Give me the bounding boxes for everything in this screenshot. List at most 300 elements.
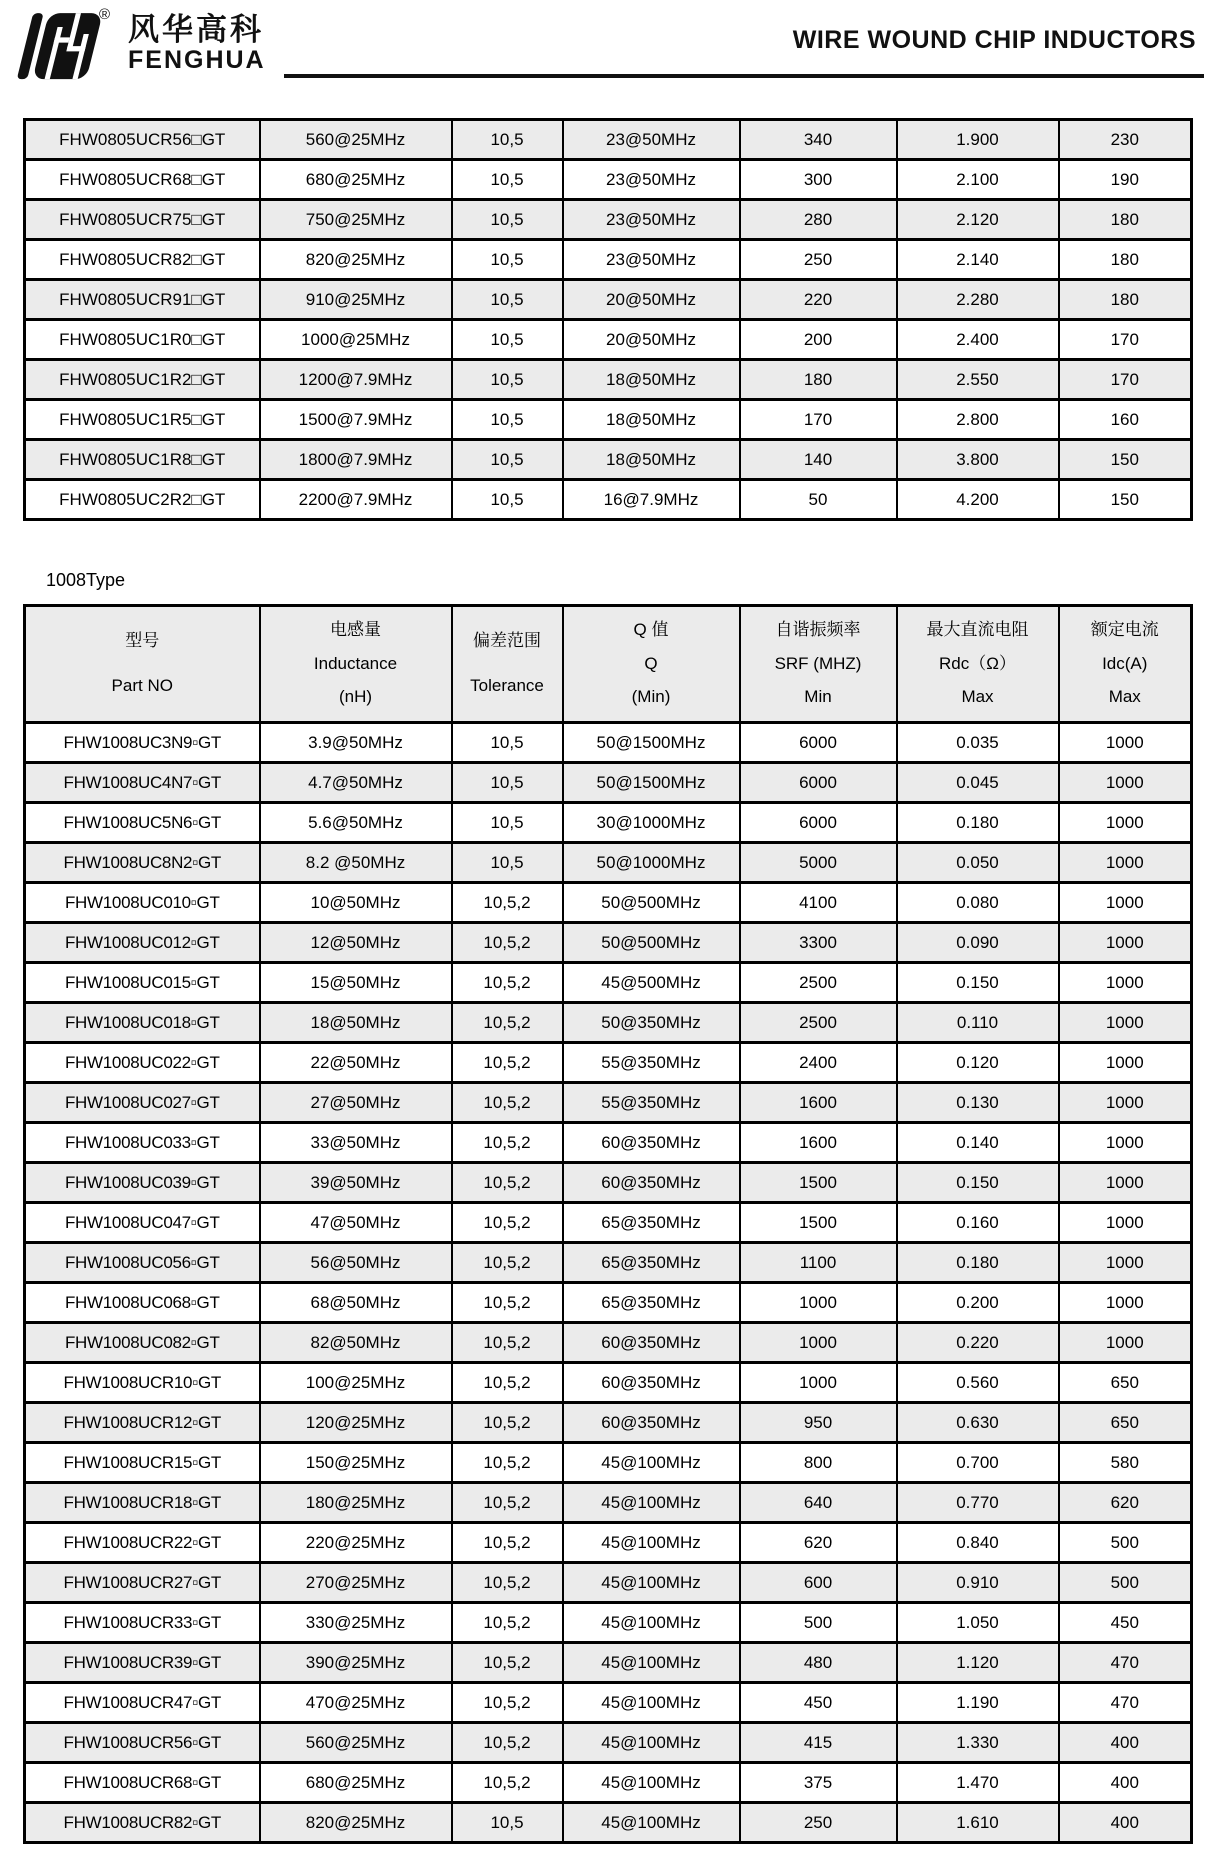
rdc-cell: 2.280 — [897, 280, 1059, 320]
inductance-cell: 820@25MHz — [260, 240, 452, 280]
rdc-cell: 0.045 — [897, 763, 1059, 803]
inductance-cell: 27@50MHz — [260, 1083, 452, 1123]
part-no-cell: FHW1008UC012▫GT — [25, 923, 260, 963]
table-row — [25, 1203, 1192, 1243]
header-line: Max — [961, 687, 994, 707]
idc-cell: 1000 — [1059, 1123, 1192, 1163]
part-no-cell: FHW1008UCR15▫GT — [25, 1443, 260, 1483]
header-line: 最大直流电阻 — [926, 620, 1029, 640]
q-cell: 60@350MHz — [563, 1123, 740, 1163]
inductance-cell: 470@25MHz — [260, 1683, 452, 1723]
part-no-cell: FHW0805UCR75□GT — [25, 200, 260, 240]
inductance-cell: 330@25MHz — [260, 1603, 452, 1643]
tolerance-cell: 10,5,2 — [452, 1283, 563, 1323]
part-no-cell: FHW1008UC018▫GT — [25, 1003, 260, 1043]
srf-cell: 950 — [740, 1403, 897, 1443]
part-no-cell: FHW1008UCR18▫GT — [25, 1483, 260, 1523]
table-row — [25, 1683, 1192, 1723]
col-header-part-no — [25, 606, 260, 723]
srf-cell: 1500 — [740, 1203, 897, 1243]
q-cell: 45@100MHz — [563, 1483, 740, 1523]
srf-cell: 1000 — [740, 1323, 897, 1363]
table-row — [25, 1283, 1192, 1323]
rdc-cell: 0.150 — [897, 1163, 1059, 1203]
srf-cell: 620 — [740, 1523, 897, 1563]
tolerance-cell: 10,5,2 — [452, 1003, 563, 1043]
header-line: Q — [644, 653, 658, 673]
tolerance-cell: 10,5 — [452, 320, 563, 360]
tolerance-cell: 10,5,2 — [452, 1603, 563, 1643]
srf-cell: 600 — [740, 1563, 897, 1603]
part-no-cell: FHW0805UCR56□GT — [25, 120, 260, 160]
srf-cell: 280 — [740, 200, 897, 240]
page-title: WIRE WOUND CHIP INDUCTORS — [792, 26, 1196, 54]
part-no-cell: FHW1008UC015▫GT — [25, 963, 260, 1003]
part-no-cell: FHW0805UCR68□GT — [25, 160, 260, 200]
table-row — [25, 1043, 1192, 1083]
srf-cell: 500 — [740, 1603, 897, 1643]
q-cell: 50@350MHz — [563, 1003, 740, 1043]
inductance-cell: 560@25MHz — [260, 120, 452, 160]
inductance-cell: 22@50MHz — [260, 1043, 452, 1083]
tolerance-cell: 10,5 — [452, 160, 563, 200]
inductance-cell: 33@50MHz — [260, 1123, 452, 1163]
table-row — [25, 200, 1192, 240]
header-line: 电感量 — [330, 620, 381, 640]
q-cell: 45@100MHz — [563, 1643, 740, 1683]
tolerance-cell: 10,5,2 — [452, 1683, 563, 1723]
inductance-cell: 2200@7.9MHz — [260, 480, 452, 520]
q-cell: 23@50MHz — [563, 240, 740, 280]
part-no-cell: FHW1008UC5N6▫GT — [25, 803, 260, 843]
rdc-cell: 1.330 — [897, 1723, 1059, 1763]
inductance-cell: 18@50MHz — [260, 1003, 452, 1043]
idc-cell: 650 — [1059, 1403, 1192, 1443]
rdc-cell: 0.200 — [897, 1283, 1059, 1323]
header-line: Idc(A) — [1102, 653, 1148, 673]
srf-cell: 6000 — [740, 803, 897, 843]
inductance-cell: 750@25MHz — [260, 200, 452, 240]
rdc-cell: 0.630 — [897, 1403, 1059, 1443]
part-no-cell: FHW1008UC082▫GT — [25, 1323, 260, 1363]
srf-cell: 220 — [740, 280, 897, 320]
srf-cell: 480 — [740, 1643, 897, 1683]
registered-trademark: ® — [99, 6, 111, 23]
inductance-cell: 560@25MHz — [260, 1723, 452, 1763]
inductance-cell: 1200@7.9MHz — [260, 360, 452, 400]
part-no-cell: FHW1008UC047▫GT — [25, 1203, 260, 1243]
idc-cell: 1000 — [1059, 803, 1192, 843]
rdc-cell: 2.800 — [897, 400, 1059, 440]
part-no-cell: FHW0805UC1R0□GT — [25, 320, 260, 360]
srf-cell: 1600 — [740, 1083, 897, 1123]
table-row — [25, 1403, 1192, 1443]
inductance-cell: 820@25MHz — [260, 1803, 452, 1843]
idc-cell: 500 — [1059, 1563, 1192, 1603]
idc-cell: 180 — [1059, 280, 1192, 320]
idc-cell: 1000 — [1059, 1043, 1192, 1083]
tolerance-cell: 10,5 — [452, 360, 563, 400]
q-cell: 60@350MHz — [563, 1163, 740, 1203]
col-header-rdc-max — [897, 606, 1059, 723]
logo-chinese-text: 风华高科 — [128, 12, 264, 47]
inductance-cell: 100@25MHz — [260, 1363, 452, 1403]
part-no-cell: FHW0805UC2R2□GT — [25, 480, 260, 520]
rdc-cell: 0.150 — [897, 963, 1059, 1003]
header-line: Max — [1108, 687, 1141, 707]
tolerance-cell: 10,5,2 — [452, 1203, 563, 1243]
srf-cell: 140 — [740, 440, 897, 480]
inductance-cell: 220@25MHz — [260, 1523, 452, 1563]
table-row — [25, 440, 1192, 480]
srf-cell: 800 — [740, 1443, 897, 1483]
srf-cell: 450 — [740, 1683, 897, 1723]
table-row — [25, 723, 1192, 763]
header-line: Part NO — [111, 676, 173, 696]
srf-cell: 200 — [740, 320, 897, 360]
table-row — [25, 160, 1192, 200]
table-row — [25, 480, 1192, 520]
idc-cell: 620 — [1059, 1483, 1192, 1523]
rdc-cell: 2.140 — [897, 240, 1059, 280]
idc-cell: 450 — [1059, 1603, 1192, 1643]
tolerance-cell: 10,5,2 — [452, 1763, 563, 1803]
q-cell: 18@50MHz — [563, 360, 740, 400]
table-row — [25, 923, 1192, 963]
part-no-cell: FHW1008UCR47▫GT — [25, 1683, 260, 1723]
header-line: 自谐振频率 — [775, 620, 861, 640]
inductance-cell: 150@25MHz — [260, 1443, 452, 1483]
col-header-srf-min — [740, 606, 897, 723]
inductance-cell: 39@50MHz — [260, 1163, 452, 1203]
idc-cell: 1000 — [1059, 1323, 1192, 1363]
inductance-cell: 270@25MHz — [260, 1563, 452, 1603]
tolerance-cell: 10,5,2 — [452, 1403, 563, 1443]
q-cell: 45@100MHz — [563, 1723, 740, 1763]
header-line: (nH) — [338, 687, 373, 707]
tolerance-cell: 10,5,2 — [452, 1043, 563, 1083]
part-no-cell: FHW1008UCR12▫GT — [25, 1403, 260, 1443]
table-row — [25, 240, 1192, 280]
table-row — [25, 963, 1192, 1003]
table-row — [25, 763, 1192, 803]
tolerance-cell: 10,5 — [452, 723, 563, 763]
idc-cell: 400 — [1059, 1803, 1192, 1843]
table-row — [25, 320, 1192, 360]
q-cell: 60@350MHz — [563, 1363, 740, 1403]
tolerance-cell: 10,5,2 — [452, 923, 563, 963]
table-row — [25, 1723, 1192, 1763]
table-row — [25, 1563, 1192, 1603]
tolerance-cell: 10,5,2 — [452, 963, 563, 1003]
inductance-cell: 390@25MHz — [260, 1643, 452, 1683]
srf-cell: 250 — [740, 240, 897, 280]
rdc-cell: 1.900 — [897, 120, 1059, 160]
q-cell: 45@100MHz — [563, 1763, 740, 1803]
header-line: 额定电流 — [1090, 620, 1159, 640]
tolerance-cell: 10,5,2 — [452, 1083, 563, 1123]
tolerance-cell: 10,5,2 — [452, 1163, 563, 1203]
inductance-cell: 10@50MHz — [260, 883, 452, 923]
col-header-inductance — [260, 606, 452, 723]
table-row — [25, 1643, 1192, 1683]
q-cell: 45@100MHz — [563, 1683, 740, 1723]
rdc-cell: 0.120 — [897, 1043, 1059, 1083]
table-row — [25, 843, 1192, 883]
rdc-cell: 2.400 — [897, 320, 1059, 360]
tolerance-cell: 10,5 — [452, 240, 563, 280]
tolerance-cell: 10,5,2 — [452, 1563, 563, 1603]
srf-cell: 300 — [740, 160, 897, 200]
part-no-cell: FHW1008UCR39▫GT — [25, 1643, 260, 1683]
table-row — [25, 1243, 1192, 1283]
srf-cell: 2400 — [740, 1043, 897, 1083]
idc-cell: 1000 — [1059, 1083, 1192, 1123]
srf-cell: 1500 — [740, 1163, 897, 1203]
table-row — [25, 1123, 1192, 1163]
srf-cell: 1000 — [740, 1283, 897, 1323]
idc-cell: 170 — [1059, 360, 1192, 400]
rdc-cell: 0.770 — [897, 1483, 1059, 1523]
srf-cell: 250 — [740, 1803, 897, 1843]
rdc-cell: 0.080 — [897, 883, 1059, 923]
part-no-cell: FHW1008UC010▫GT — [25, 883, 260, 923]
q-cell: 45@100MHz — [563, 1803, 740, 1843]
idc-cell: 180 — [1059, 240, 1192, 280]
idc-cell: 190 — [1059, 160, 1192, 200]
q-cell: 18@50MHz — [563, 440, 740, 480]
q-cell: 55@350MHz — [563, 1083, 740, 1123]
q-cell: 50@1500MHz — [563, 723, 740, 763]
idc-cell: 400 — [1059, 1763, 1192, 1803]
header-line: Rdc（Ω） — [939, 653, 1016, 673]
tolerance-cell: 10,5,2 — [452, 1643, 563, 1683]
q-cell: 20@50MHz — [563, 320, 740, 360]
inductance-cell: 680@25MHz — [260, 1763, 452, 1803]
srf-cell: 340 — [740, 120, 897, 160]
idc-cell: 470 — [1059, 1643, 1192, 1683]
table-row — [25, 1763, 1192, 1803]
rdc-cell: 0.910 — [897, 1563, 1059, 1603]
tolerance-cell: 10,5 — [452, 480, 563, 520]
fenghua-logo-icon — [8, 6, 111, 88]
q-cell: 50@1500MHz — [563, 763, 740, 803]
table-row — [25, 400, 1192, 440]
rdc-cell: 1.050 — [897, 1603, 1059, 1643]
q-cell: 65@350MHz — [563, 1283, 740, 1323]
table-row — [25, 1323, 1192, 1363]
idc-cell: 160 — [1059, 400, 1192, 440]
inductance-cell: 1800@7.9MHz — [260, 440, 452, 480]
srf-cell: 640 — [740, 1483, 897, 1523]
rdc-cell: 0.160 — [897, 1203, 1059, 1243]
idc-cell: 150 — [1059, 480, 1192, 520]
q-cell: 50@500MHz — [563, 923, 740, 963]
rdc-cell: 2.120 — [897, 200, 1059, 240]
idc-cell: 180 — [1059, 200, 1192, 240]
logo-english-text: FENGHUA — [128, 46, 266, 74]
table-row — [25, 1163, 1192, 1203]
inductor-table-0805 — [23, 118, 1193, 521]
idc-cell: 580 — [1059, 1443, 1192, 1483]
table-row — [25, 803, 1192, 843]
inductance-cell: 3.9@50MHz — [260, 723, 452, 763]
rdc-cell: 1.190 — [897, 1683, 1059, 1723]
table-row — [25, 1523, 1192, 1563]
tolerance-cell: 10,5,2 — [452, 1523, 563, 1563]
q-cell: 20@50MHz — [563, 280, 740, 320]
part-no-cell: FHW0805UC1R2□GT — [25, 360, 260, 400]
rdc-cell: 3.800 — [897, 440, 1059, 480]
part-no-cell: FHW1008UC022▫GT — [25, 1043, 260, 1083]
table-row — [25, 1803, 1192, 1843]
header-line: Tolerance — [470, 676, 544, 696]
table-row — [25, 1483, 1192, 1523]
tolerance-cell: 10,5 — [452, 200, 563, 240]
table-row — [25, 1363, 1192, 1403]
rdc-cell: 0.560 — [897, 1363, 1059, 1403]
part-no-cell: FHW1008UC4N7▫GT — [25, 763, 260, 803]
part-no-cell: FHW1008UCR22▫GT — [25, 1523, 260, 1563]
tolerance-cell: 10,5,2 — [452, 883, 563, 923]
idc-cell: 650 — [1059, 1363, 1192, 1403]
q-cell: 23@50MHz — [563, 200, 740, 240]
table-header-row — [25, 606, 1192, 723]
q-cell: 18@50MHz — [563, 400, 740, 440]
idc-cell: 1000 — [1059, 1203, 1192, 1243]
q-cell: 45@500MHz — [563, 963, 740, 1003]
q-cell: 65@350MHz — [563, 1243, 740, 1283]
srf-cell: 3300 — [740, 923, 897, 963]
tolerance-cell: 10,5,2 — [452, 1483, 563, 1523]
srf-cell: 1600 — [740, 1123, 897, 1163]
srf-cell: 6000 — [740, 723, 897, 763]
idc-cell: 1000 — [1059, 1243, 1192, 1283]
idc-cell: 1000 — [1059, 1283, 1192, 1323]
tolerance-cell: 10,5 — [452, 280, 563, 320]
part-no-cell: FHW1008UCR10▫GT — [25, 1363, 260, 1403]
tolerance-cell: 10,5,2 — [452, 1323, 563, 1363]
table-row — [25, 1603, 1192, 1643]
idc-cell: 1000 — [1059, 1163, 1192, 1203]
inductance-cell: 120@25MHz — [260, 1403, 452, 1443]
part-no-cell: FHW1008UC039▫GT — [25, 1163, 260, 1203]
q-cell: 45@100MHz — [563, 1603, 740, 1643]
srf-cell: 6000 — [740, 763, 897, 803]
idc-cell: 1000 — [1059, 883, 1192, 923]
rdc-cell: 0.220 — [897, 1323, 1059, 1363]
tolerance-cell: 10,5,2 — [452, 1443, 563, 1483]
table-row — [25, 120, 1192, 160]
tolerance-cell: 10,5 — [452, 440, 563, 480]
tolerance-cell: 10,5 — [452, 803, 563, 843]
col-header-q-min — [563, 606, 740, 723]
inductance-cell: 5.6@50MHz — [260, 803, 452, 843]
srf-cell: 375 — [740, 1763, 897, 1803]
rdc-cell: 4.200 — [897, 480, 1059, 520]
inductance-cell: 4.7@50MHz — [260, 763, 452, 803]
srf-cell: 170 — [740, 400, 897, 440]
part-no-cell: FHW1008UCR82▫GT — [25, 1803, 260, 1843]
table-row — [25, 360, 1192, 400]
q-cell: 45@100MHz — [563, 1563, 740, 1603]
idc-cell: 500 — [1059, 1523, 1192, 1563]
srf-cell: 1100 — [740, 1243, 897, 1283]
header-line: 偏差范围 — [473, 631, 541, 651]
rdc-cell: 0.130 — [897, 1083, 1059, 1123]
tolerance-cell: 10,5,2 — [452, 1363, 563, 1403]
q-cell: 23@50MHz — [563, 160, 740, 200]
q-cell: 50@1000MHz — [563, 843, 740, 883]
header-line: SRF (MHZ) — [774, 653, 862, 673]
rdc-cell: 0.035 — [897, 723, 1059, 763]
rdc-cell: 1.470 — [897, 1763, 1059, 1803]
part-no-cell: FHW0805UC1R8□GT — [25, 440, 260, 480]
rdc-cell: 0.090 — [897, 923, 1059, 963]
table-row — [25, 1443, 1192, 1483]
header-line: (Min) — [631, 687, 671, 707]
srf-cell: 2500 — [740, 963, 897, 1003]
inductance-cell: 180@25MHz — [260, 1483, 452, 1523]
header-line: Q 值 — [633, 620, 669, 640]
rdc-cell: 1.610 — [897, 1803, 1059, 1843]
table-row — [25, 280, 1192, 320]
part-no-cell: FHW1008UC056▫GT — [25, 1243, 260, 1283]
col-header-tolerance — [452, 606, 563, 723]
q-cell: 45@100MHz — [563, 1523, 740, 1563]
idc-cell: 1000 — [1059, 723, 1192, 763]
idc-cell: 1000 — [1059, 963, 1192, 1003]
inductor-table-1008 — [23, 604, 1193, 1844]
inductance-cell: 12@50MHz — [260, 923, 452, 963]
part-no-cell: FHW1008UCR56▫GT — [25, 1723, 260, 1763]
srf-cell: 415 — [740, 1723, 897, 1763]
tolerance-cell: 10,5,2 — [452, 1243, 563, 1283]
rdc-cell: 0.840 — [897, 1523, 1059, 1563]
part-no-cell: FHW1008UCR33▫GT — [25, 1603, 260, 1643]
idc-cell: 170 — [1059, 320, 1192, 360]
part-no-cell: FHW1008UC3N9▫GT — [25, 723, 260, 763]
srf-cell: 4100 — [740, 883, 897, 923]
inductance-cell: 8.2 @50MHz — [260, 843, 452, 883]
rdc-cell: 1.120 — [897, 1643, 1059, 1683]
tolerance-cell: 10,5 — [452, 1803, 563, 1843]
table-row — [25, 1003, 1192, 1043]
idc-cell: 1000 — [1059, 763, 1192, 803]
srf-cell: 180 — [740, 360, 897, 400]
rdc-cell: 0.140 — [897, 1123, 1059, 1163]
srf-cell: 2500 — [740, 1003, 897, 1043]
q-cell: 60@350MHz — [563, 1323, 740, 1363]
part-no-cell: FHW1008UC027▫GT — [25, 1083, 260, 1123]
idc-cell: 1000 — [1059, 843, 1192, 883]
table-row — [25, 883, 1192, 923]
q-cell: 16@7.9MHz — [563, 480, 740, 520]
fenghua-logo — [128, 14, 266, 73]
tolerance-cell: 10,5 — [452, 120, 563, 160]
inductance-cell: 56@50MHz — [260, 1243, 452, 1283]
rdc-cell: 0.700 — [897, 1443, 1059, 1483]
idc-cell: 400 — [1059, 1723, 1192, 1763]
tolerance-cell: 10,5 — [452, 763, 563, 803]
q-cell: 60@350MHz — [563, 1403, 740, 1443]
q-cell: 50@500MHz — [563, 883, 740, 923]
inductance-cell: 910@25MHz — [260, 280, 452, 320]
part-no-cell: FHW1008UC033▫GT — [25, 1123, 260, 1163]
rdc-cell: 2.100 — [897, 160, 1059, 200]
rdc-cell: 0.180 — [897, 803, 1059, 843]
rdc-cell: 0.180 — [897, 1243, 1059, 1283]
